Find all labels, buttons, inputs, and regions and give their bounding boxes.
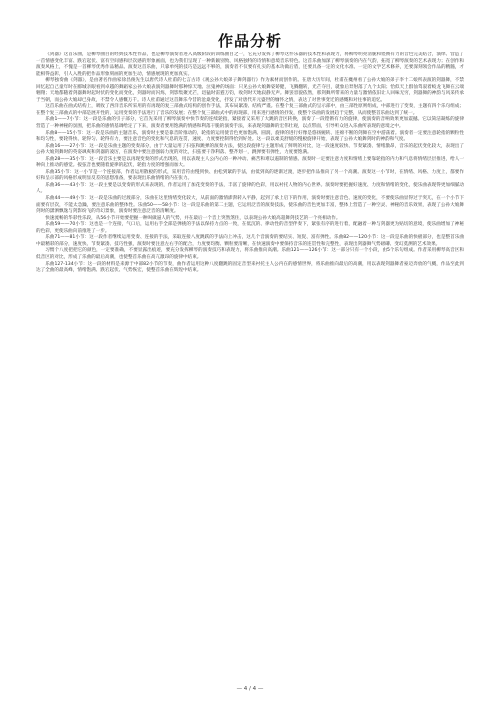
paragraph: 柳琴独奏曲《剑器》，是由著名作曲家徐昌俊先生以唐代诗人杜甫的七言古诗《观公孙大娘弟子舞剑器行》作为素材而创作的。在唐大历年间，杜甫在夔州看了公孙大娘的弟子李十二娘所表演的剑器舞，不禁回忆起自己童年时在郾城亲眼看到卓越的舞蹈家公孙大娘表演剑器舞时那种惊天地、泣鬼神的场面：只见公孙大娘舞姿矫健，飞腾翻转，光芒夺目，就象后羿射落了九个太阳；恰似天上群仙驾驭着蛟龙飞舞在云端翱翔；天地都随着剑器舞时起时伏的变化而变化，剑器时而闪烁，剑影集聚光芒，迅猛时雷霆万钧，收剑时天地寂静无声。舞罢容貌依然，那剑舞所带来的力量与激情依旧让人回味无穷，剑器舞的神韵与风采传承于当朝，而公孙大娘却已身故，不禁令人感慨万千。诗人杜甫通过这首舞乐今昔的沧桑变化，抒发了对唐代开元盛世的缅怀之情，表达了对世事变迁的感慨和对往事的追忆。: [36, 78, 464, 103]
paragraph: 乐曲8——15小节：这一段是乐曲的主题音乐，演奏时主要是靠音阶推动的，轮指的运用使音色更加饱满、圆润，旋律的进行好像是悠扬婉转、连绵不断的剑舞在空中游荡着。演奏者一定要注意轮指的颗粒性和均匀性，要轮得快、轮得匀、轮得有力，要注意音色的变化和气息的连贯，速度、力度要控制得恰到好处。这一段以柔美舒缓的慢板旋律开始，表现了公孙大娘舞剑时的神韵和气度。: [36, 130, 464, 143]
page-number: — 4 / 4 —: [236, 686, 264, 692]
paragraph: 乐曲35小节：这一小节是一个连接部，作者运用散板的形式，采用音符由慢到快、由松到紧的手法，由低到高的逐渐过渡，逐步把作品推向了另一个高潮。演奏这一小节时，在情绪、风格、力度上，都要作好和呈示部的风格形成明显反差的思想准备，要表现出乐曲情绪的内在张力。: [36, 169, 464, 182]
paragraph: 乐曲127-134小节：这一段的材料是来源于中部82小节的节奏，曲作者运用这种八度翻跳的固定音型来衬托主人公内在的感情世界，将乐曲推向最后的高潮，用以表现剑器舞者豪迈奔放的气概，作品至此到达了全曲的最高峰，情绪饱满、跌宕起伏、气势恢宏，使整首乐曲在辉煌中结束。: [36, 261, 464, 274]
paragraph: 快速流畅的华彩性乐段，从56小节开始要把握一种叫做逼人的气势，并在最后一个音上突然煞住，以表现公孙大娘高超舞剑技艺的一个亮相动作。: [45, 215, 341, 221]
page-title: 作品分析: [217, 32, 282, 50]
paragraph: 乐曲1——7小节：这一段是乐曲的引子部分，它首先采用了柳琴演奏中快节奏的连续轮指，紧接着又采用了大跳的音区转换，演奏了一段铿锵有力的旋律，使演奏的音响效果更加震撼。它以简洁凝练的旋律营造了一种神秘的氛围，把乐曲的感情基调给定了下来，演奏者要用饱满的情感和利落干脆的演奏手法，来表现剑器舞的宏伟壮观，以点带面，引导听众进入乐曲所表现的意境之中。: [36, 117, 464, 130]
body-text: [36, 52, 464, 674]
paragraph: 《剑器》这首乐曲，是柳琴曲目的经典技术性作品，也是柳琴演奏者进入高级阶段的训练曲目之一，它充分发挥了柳琴这件乐器的技术性和表现力，将柳琴明亮清脆和铿锵有力的音色完美结合，演绎、营造了一首情感变化丰富、跌宕起伏、富有空间感和层次感的形象画面，也为我们呈现了一种新颖别致、风格独特的诗情和意境音乐特色。这首乐曲加深了柳琴演奏的内在气韵，拓宽了柳琴演奏的艺术表现力；在创作和演奏风格上，不愧是一首柳琴优秀作品精品。演奏这首乐曲，只靠单纯的技巧是远远不够的，演奏者不仅要有扎实的基本功做后盾，还要具备一定的文化水准、一定的文学艺术修养，还要深刻领会作品的精髓，才能相得益彰，引人入胜的把作品形象刻画的更加生动，情感展现的更加真实。: [36, 52, 464, 77]
paragraph: 乐曲36——43小节：这一段主要是以变奏的形式来表现的，作者运用了加花变奏的手法，丰富了旋律的色彩，用以衬托人物的内心世界。演奏时要把握好速度、力度和情绪的变化，使乐曲表现得更加细腻动人。: [36, 182, 464, 195]
paragraph: 乐曲59——70小节：这也是一个连接，气口后，运用右手全部是弹挑的手法以保持力点的一致，在低沉的、律动性的音型伴奏下，紧张有序的进行着，配融着一种与剑器更为贴切的意境，使乐曲增加了神秘的色彩，更使乐曲向前推进了一步。: [36, 222, 464, 234]
paragraph: 乐曲16——27小节：这一段是乐曲主题的变奏部分，由于大量运用了扫弦和跳弹的演奏方法，使这段旋律与主题形成了鲜明的对比，这一段速度较快、节奏紧凑、情绪激昂，音乐的起伏变化较大，表现出了公孙大娘剑舞时的英姿飒爽和剑器的凌厉，在演奏中要注意强弱力度的对比，扫弦要干净利落、整齐划一，跳弹要有弹性，力度要饱满。: [36, 143, 464, 156]
paragraph: 习惯个八度把把它的颜色，一定要准确，不要显露出痕迹，要充分发挥柳琴的演奏技巧和表现力，将乐曲推向高潮。乐曲121——126小节：这一部分只有一个小段，由5个乐句组成。作者采用柳琴高音区和低音区的对比，形成了乐曲的最后高潮，也使整首乐曲在高亢激昂的旋律中结束。: [36, 248, 464, 260]
paragraph: 乐曲28——35小节：这一段音乐主要是以再现变奏的形式出现的，用以表现主人公内心的一种冲动、痛苦和难以遏制的情感。演奏时一定要注意力度和情绪上要靠轮指的内力和气息将情绪层层推进，给人一种向上推动的感觉。扳弦音也要随着旋律的起伏，轮指力度的增强而加大。: [36, 156, 464, 169]
paragraph: 乐曲44——49小节：这一段是乐曲的过渡部分，乐曲在这里情绪变化较大，从前面的激情澎湃转入平静，起到了承上启下的作用，演奏时要注意音色、速度的变化，不要使乐曲显得过于突兀，在一个小节下面要有层次，不能太急躁，要注意乐曲的整体性。乐曲50——58小节：这一段是乐曲的第二主题，它运用泛音的演奏技法，使乐曲的音色更加丰富，整体上营造了一种空灵、神秘的音乐效果，表现了公孙大娘舞剑时的潇洒飘逸与剑影纷飞的奇幻景象，演奏时要注意泛音的清晰度。: [36, 196, 464, 215]
paragraph: 这首乐曲在曲式结构上，吸收了西洋音乐所采用的有再现的复三部曲式结构的创作手法，其布局紧凑、结构严谨。在整个复三部曲式的呈示部中，由三部性原则组成，中部进行了变奏，主题有四个乐句组成；在整个复三部曲式的中部是展开性的，运用变奏的手法进行了音乐的发展；在整个复三部曲式中的再现部，用来进行感情的抒发，使整个乐曲的发展趋于完整，从而使整首乐曲达到了统一。: [36, 104, 464, 116]
paragraph: 乐曲71——81小节：这一段作者继续运用变奏、连接的手法，采取连接八度跳跃的手法向上冲击，这几个音演奏的要结实、短促、富有弹性。乐曲82——120小节：这一段是乐曲的快板部分，也是整首乐曲中最精彩的部分，速度快、节奏紧凑、技巧性强，演奏时要注意左右手的配合，力度要均衡、颗粒要清晰，在快速演奏中要保持音乐的连贯性和完整性，表现出剑器舞气势磅礴、变幻莫测的艺术效果。: [36, 235, 464, 247]
